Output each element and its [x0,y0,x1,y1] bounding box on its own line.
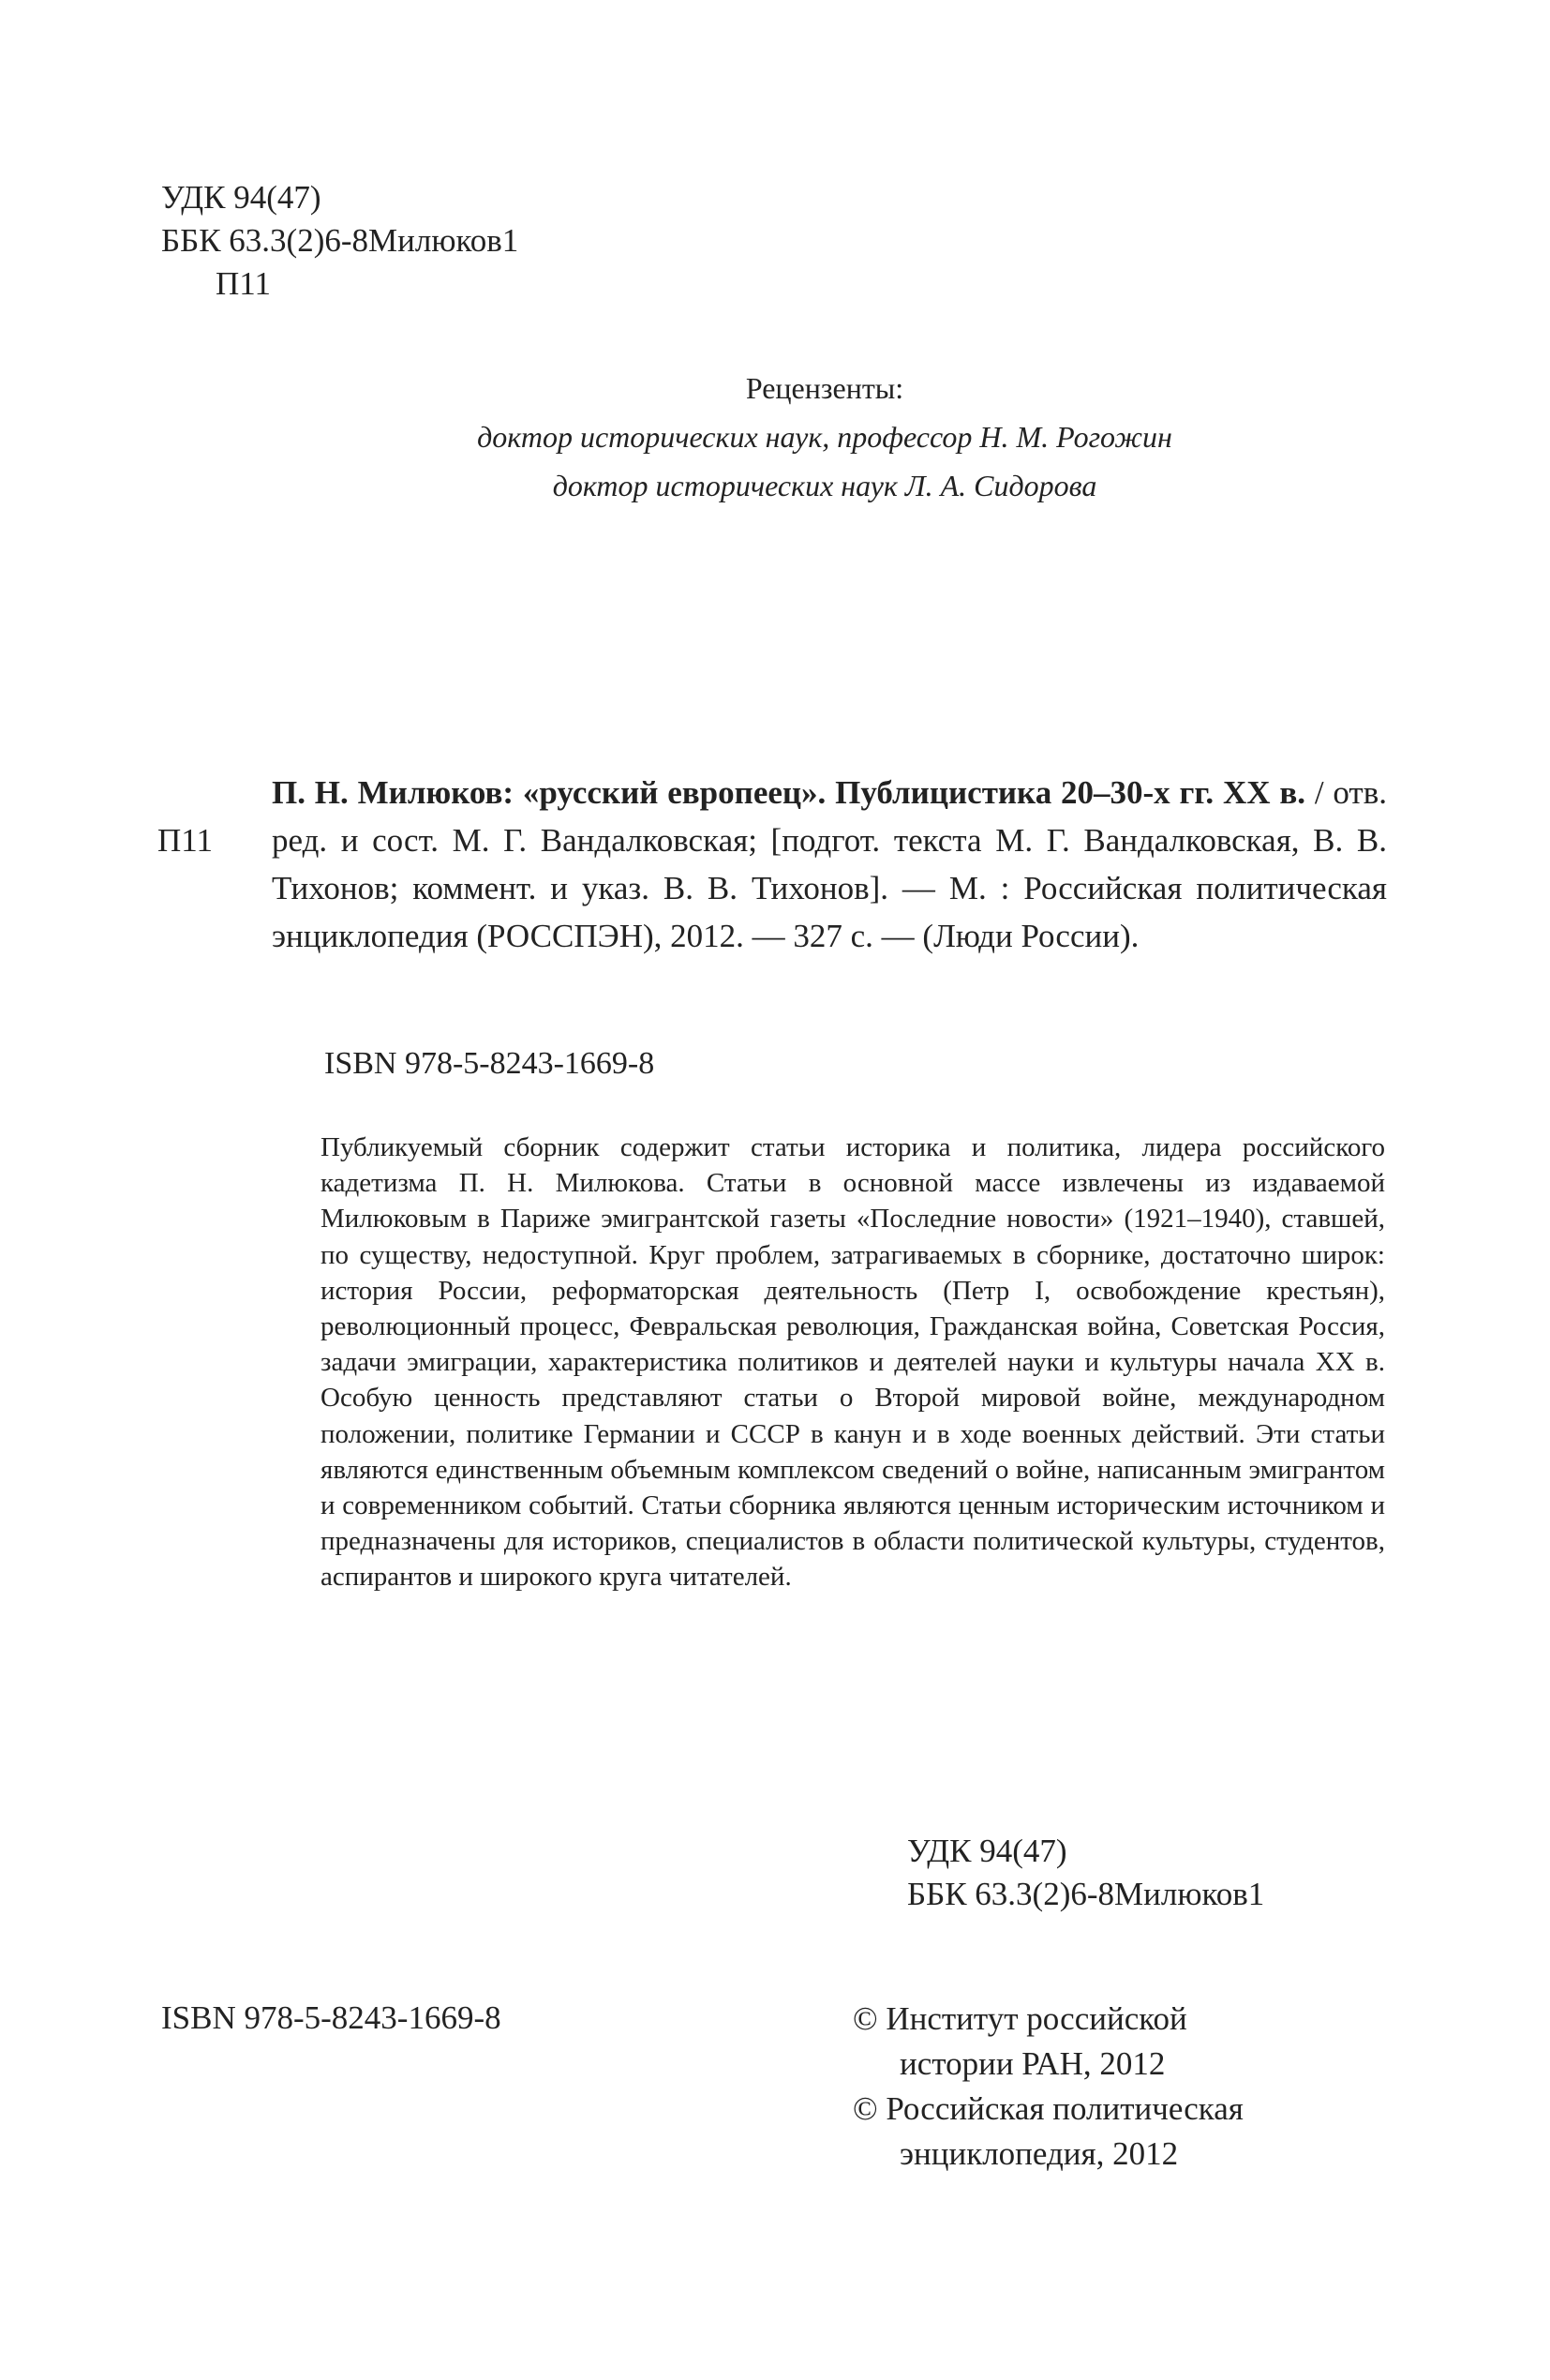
classification-codes-bottom [907,1830,1264,1916]
reviewers-block [281,364,1368,510]
copyright-publisher-line2: энциклопедия, 2012 [900,2135,1179,2172]
isbn-record: ISBN 978-5-8243-1669-8 [324,1046,655,1081]
copyright-publisher-line1: © Российская политическая [853,2090,1244,2127]
bibliographic-margin-mark: П11 [157,822,213,859]
copyright-institute-line1: © Институт российской [853,2000,1187,2037]
annotation-abstract: Публикуемый сборник содержит статьи историка и политика, лидера российского кадетизма П. Н. Милюкова. Статьи в основной массе извлечены из издаваемой Милюковым в Париже эмигрантской газеты «Последние новости» (1921–1940), ставшей, по существу, недоступной. Круг проблем, затрагиваемых в сборнике, достаточно широк: история России, реформаторская деятельность (Петр I, освобождение крестьян), революционный процесс, Февральская революция, Гражданская война, Советская Россия, задачи эмиграции, характеристика политиков и деятелей науки и культуры начала XX в. Особую ценность представляют статьи о Второй мировой войне, международном положении, политике Германии и СССР в канун и в ходе военных действий. Эти статьи являются единственным объемным комплексом сведений о войне, написанным эмигрантом и современником событий. Статьи сборника являются ценным историческим источником и предназначены для историков, специалистов в области политической культуры, студентов, аспирантов и широкого круга читателей. [320,1132,1385,1593]
reviewer-2: доктор исторических наук Л. А. Сидорова [552,469,1097,502]
book-title: П. Н. Милюков: «русский европеец». Публицистика 20–30-х гг. XX в. [272,774,1305,811]
reviewers-heading: Рецензенты: [745,371,904,405]
udk-code-bottom: УДК 94(47) [907,1833,1067,1869]
bibliographic-record [272,769,1387,960]
bbk-code-bottom: ББК 63.3(2)6-8Милюков1 [907,1876,1265,1912]
udk-code: УДК 94(47) [161,179,321,216]
bbk-code: ББК 63.3(2)6-8Милюков1 [161,222,519,259]
reviewer-1: доктор исторических наук, профессор Н. М. Рогожин [477,420,1172,454]
bibliographic-details: / отв. ред. и сост. М. Г. Вандалковская; [подгот. текста М. Г. Вандалковская, В. В. Тихонов; коммент. и указ. В. В. Тихонов]. — М. : Российская политическая энциклопедия (РОССПЭН), 2012. — 327 с. — (Люди России). [272,774,1387,954]
classification-codes-top [161,176,518,306]
author-mark: П11 [216,265,271,302]
copyright-institute-line2: истории РАН, 2012 [900,2045,1166,2082]
isbn-bottom: ISBN 978-5-8243-1669-8 [161,1999,501,2036]
copyright-block [853,1997,1244,2177]
